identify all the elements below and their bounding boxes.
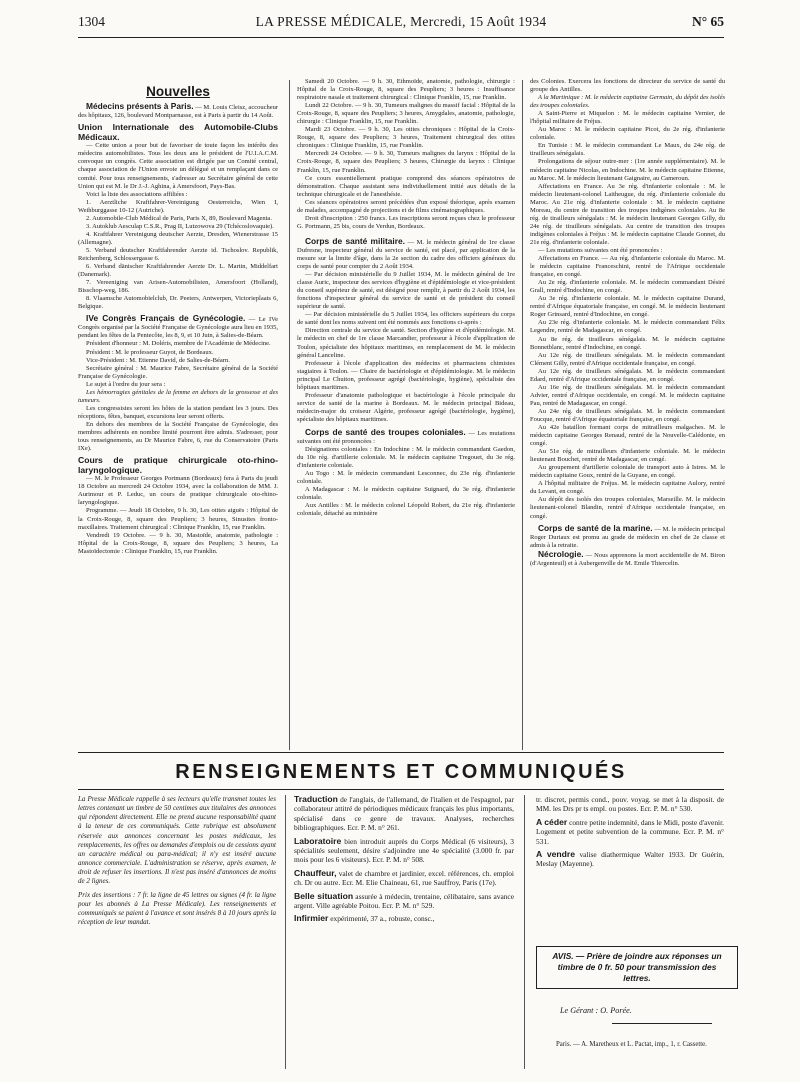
paragraph: Le sujet à l'ordre du jour sera :: [86, 380, 166, 388]
paragraph: Désignations coloniales : En Indochine : M. le médecin commandant Gaedon, du 10e rég. d'artillerie coloniale. M. le médecin capitaine Tregouet, du 3e rég. d'infanterie coloniale.: [297, 446, 515, 470]
ad-heading: Chauffeur,: [294, 867, 337, 878]
ad-text: tr. discret, permis cond., pouv. voyag. se met à la disposit. de MM. les Drs pr ts empl. ou postes. Ecr. P. M. n° 530.: [536, 795, 724, 814]
ad-text: assurée à médecin, trentaine, célibataire, sans avance argent. Ville agréable Poitou. Ecr. P. M. n° 529.: [294, 891, 514, 911]
paragraph: Ces séances opératoires seront précédées d'un exposé théorique, après examen de malades, accompagné de projections et de films cinématographiques.: [297, 198, 515, 214]
paragraph: Affectations en France. — Au rég. d'infanterie coloniale du Maroc. M. le médecin capitaine Franceschini, rentré de l'Afrique occidentale française, en congé.: [530, 255, 725, 279]
printer-imprint: Paris. — A. Maretheux et L. Pactat, imp., 1, r. Cassette.: [556, 1041, 707, 1048]
page-number: 1304: [78, 14, 105, 29]
paragraph: Mardi 23 Octobre. — 9 h. 30, Les otites chroniques : Hôpital de la Croix-Rouge, 8, square des Peupliers; 3 heures, Traitement chirurgical des otites chroniques : Clinique Franklin, 15, rue Franklin.: [297, 126, 515, 150]
ad-heading: Belle situation: [294, 890, 354, 901]
paragraph: Professeur à l'école d'application des médecins et pharmaciens chimistes stagiaires à Toulon. — Chaire de bactériologie et d'épidémiologie. M. le médecin principal Le Chuiton, professeur agrégé (bactériologie, hygiène), spécialiste des hôpitaux maritimes.: [297, 359, 515, 391]
paragraph: — Cette union a pour but de favoriser de toute façon les intérêts des médecins automobilistes. Tous les deux ans le président de l'U.I.A.C.M. convoque un congrès. Cette association est dirigée par un Comité central, chaque association de l'Union envoie un délégué et un remplaçant dans ce comité. Pour tous renseignements, s'adresser au Secrétaire général de cette Union qui est M. le Dr J.-J. Aghina, à Amersfoort, Pays-Bas.: [78, 142, 278, 190]
paragraph: Président d'honneur : M. Doléris, membre de l'Académie de Médecine.: [86, 340, 271, 348]
notice-paragraph: La Presse Médicale rappelle à ses lecteurs qu'elle transmet toutes les lettres contenant un timbre de 50 centimes aux titulaires des annonces qui répondent directement. Elle ne prend aucune responsabilité quant à la teneur de ces communiqués. Cette rubrique est absolument réservée aux annonces concernant les postes médicaux, les remplacements, les offres ou demandes d'emplois ou de cessions ayant un caractère médical ou para-médical; il n'y est inséré aucune annonce commerciale. L'administration se réserve, après examen, le droit de refuser les insertions. Il n'est pas inséré d'annonces de moins de 2 lignes.: [78, 795, 276, 886]
paragraph: A Madagascar : M. le médecin capitaine Suignard, du 3e rég. d'infanterie coloniale.: [297, 486, 515, 502]
headline-medecins: Médecins présents à Paris.: [86, 101, 194, 112]
paragraph: Voici la liste des associations affiliées :: [86, 190, 188, 198]
paragraph: — Nous apprenons la mort accidentelle de M. Biron (d'Argenteuil) et à Aubergenville de M. Emile Thiercelin.: [530, 551, 725, 567]
ads-column-middle: [294, 795, 514, 928]
paragraph: Ce cours essentiellement pratique comprend des séances opératoires de démonstration. Chaque assistant sera individuellement initié aux détails de la technique chirurgicale et de l'anesthésie.: [297, 174, 515, 198]
paragraph: En dehors des membres de la Société Française de Gynécologie, des membres adhérents en nombre limité pourront être admis. S'adresser, pour tous renseignements, au Dr Maurice Fabre, 6, rue du Conservatoire (Paris IXe).: [78, 420, 278, 453]
ad-heading: Laboratoire: [294, 835, 342, 846]
paragraph: Au 24e rég. de tirailleurs sénégalais. M. le médecin commandant Foucque, rentré d'Afrique équatoriale française, en congé.: [530, 407, 725, 423]
paragraph: Aux Antilles : M. le médecin colonel Léopold Robert, du 21e rég. d'infanterie coloniale, détaché au ministère: [297, 502, 515, 518]
list-item: 1. Aerztliche Kraftfahrer-Vereinigung Oesterreichs, Wien I, Weihburggasse 10-12 (Autriche).: [78, 198, 278, 214]
paragraph: Mercredi 24 Octobre. — 9 h. 30, Tumeurs malignes du larynx : Hôpital de la Croix-Rouge, 8, square des Peupliers; 3 heures, Chirurgie du larynx : Clinique Franklin, 15, rue Franklin.: [297, 150, 515, 174]
paragraph: — M. le médecin général de 1re classe Dufresne, inspecteur général du service de santé, est placé, par application de la mesure sur la limite d'âge, dans la 2e section du cadre des officiers généraux du corps de santé pour compter du 2 Août 1934.: [297, 238, 516, 271]
paragraph: Samedi 20 Octobre. — 9 h. 30, Ethmoïde, anatomie, pathologie, chirurgie : Hôpital de la Croix-Rouge, 8, square des Peupliers; 3 heures : Insuffisance respiratoire nasale et traitement chirurgical : Clinique Franklin, 15, rue Franklin.: [297, 78, 515, 102]
headline-necrologie: Nécrologie.: [538, 548, 584, 559]
classified-ad: [294, 795, 514, 833]
ad-heading: Infirmier: [294, 913, 329, 924]
paragraph: Programme. — Jeudi 18 Octobre, 9 h. 30, Les otites aiguës : Hôpital de la Croix-Rouge, 8, square des Peupliers; 3 heures, Sinusites fronto-maxillaires. Traitement chirurgical : Clinique Franklin, 15, rue Franklin.: [78, 507, 278, 531]
paragraph: Affectations en France. Au 3e rég. d'infanterie coloniale : M. le médecin lieutenant-colonel Laitheugue, du rég. d'infanterie coloniale du Maroc. Au 21e rég. d'infanterie coloniale : M. le médecin capitaine Moreau, du centre de transition des troupes indigènes coloniales. Au 8e rég. de tirailleurs sénégalais : M. le médecin lieutenant Georges Gilly, du 24e rég. de tirailleurs sénégalais. Au centre de transition des troupes indigènes coloniales à Fréjus : M. le médecin capitaine Claude Gonnet, du 21e rég. d'infanterie coloniale.: [530, 182, 725, 246]
paragraph: Au groupement d'artillerie coloniale de transport auto à Istres. M. le médecin capitaine Goux, rentré de la Guyane, en congé.: [530, 464, 725, 480]
paragraph: Au 42e bataillon formant corps de mitrailleurs malgaches. M. le médecin capitaine Georges Renaud, rentré de la Nouvelle-Calédonie, en congé.: [530, 424, 725, 448]
paragraph: Au 8e rég. de tirailleurs sénégalais. M. le médecin capitaine Bonnetblanc, rentré d'Indochine, en congé.: [530, 335, 725, 351]
column-divider: [522, 80, 523, 750]
ad-text: de l'anglais, de l'allemand, de l'italien et de l'espagnol, par collaborateur attitré de périodiques médicaux français les plus importants, spécialisé dans ce genre de travaux. Analyses, recherches bibliographiques. Ecr. P. M. n° 261.: [294, 795, 514, 833]
paragraph: Lundi 22 Octobre. — 9 h. 30, Tumeurs malignes du massif facial : Hôpital de la Croix-Rouge, 8, square des Peupliers; 3 heures, Amygdales, anatomie, pathologie, chirurgie : Clinique Franklin, 15, rue Franklin.: [297, 102, 515, 126]
classified-ad: [536, 795, 724, 814]
paragraph: — Les mutations suivantes ont été prononcées :: [297, 429, 516, 446]
signature-rule: [612, 1023, 712, 1024]
paragraph: Au Togo : M. le médecin commandant Lesconnec, du 23e rég. d'infanterie coloniale.: [297, 470, 515, 486]
headline-cours-orl: Cours de pratique chirurgicale oto-rhino-laryngologique.: [78, 455, 278, 475]
list-item: 2. Automobile-Club Médical de Paris, Paris X, 89, Boulevard Magenta.: [86, 214, 272, 222]
column-2: [297, 78, 515, 518]
headline-corps-militaire: Corps de santé militaire.: [305, 235, 406, 246]
avis-box: AVIS. — Prière de joindre aux réponses un timbre de 0 fr. 50 pour transmission des lettres.: [536, 946, 738, 989]
paragraph: des Colonies. Exercera les fonctions de directeur du service de santé du groupe des Antilles.: [530, 78, 725, 94]
column-divider: [285, 795, 286, 1069]
paragraph: Droit d'inscription : 250 francs. Les inscriptions seront reçues chez le professeur G. Portmann, 25 bis, cours de Verdun, Bordeaux.: [297, 214, 515, 230]
classified-ad: [294, 892, 514, 911]
column-1: [78, 84, 278, 556]
paragraph: A l'hôpital militaire de Fréjus. M. le médecin capitaine Aulory, rentré du Levant, en congé.: [530, 480, 725, 496]
paragraph: A la Martinique : M. le médecin capitaine Germain, du dépôt des isolés des troupes coloniales.: [530, 94, 725, 110]
list-item: 3. Autoklub Aesculap C.S.R., Prag II, Lutzowova 29 (Tchécoslovaquie).: [86, 222, 274, 230]
paragraph: Professeur d'anatomie pathologique et bactériologie à l'école principale du service de santé de la marine à Bordeaux. M. le médecin principal Bideau, médecin-major du croiseur Algérie, professeur agrégé (bactériologie, hygiène), spécialiste des hôpitaux maritimes.: [297, 391, 515, 423]
ad-heading: A céder: [536, 816, 568, 827]
paragraph: Les congressistes seront les hôtes de la station pendant les 3 jours. Des réceptions, fêtes, banquet, excursions leur seront offerts.: [78, 404, 278, 420]
paragraph: Prolongations de séjour outre-mer : (1re année supplémentaire). M. le médecin capitaine Nicolas, en Indochine. M. le médecin capitaine Etienne, au Maroc. M. le médecin lieutenant Gaignaire, au Cameroun.: [530, 158, 725, 182]
paragraph: Direction centrale du service de santé. Section d'hygiène et d'épidémiologie. M. le médecin en chef de 1re classe Marcandier, professeur à l'école d'application de Toulon, spécialiste des hôpitaux maritimes, en remplacement de M. le médecin général Lanceline.: [297, 327, 515, 359]
column-divider: [524, 795, 525, 1069]
issue-date: Mercredi, 15 Août 1934: [410, 14, 547, 29]
ad-text: contre petite indemnité, dans le Midi, poste d'avenir. Logement et petite subvention de la commune. Ecr. P. M. n° 531.: [536, 817, 724, 846]
journal-title: [78, 14, 724, 30]
issue-number: N° 65: [691, 14, 724, 29]
ad-text: valise diathermique Walter 1933. Dr Guérin, Meslay (Mayenne).: [536, 850, 724, 869]
classified-ad: [536, 818, 724, 846]
section-title-nouvelles: Nouvelles: [146, 84, 210, 99]
ads-notice: [78, 795, 276, 931]
list-item: 8. Vlaamsche Automobielclub, Dr. Peeters, Antwerpen, Victorieplaats 6, Belgique.: [78, 295, 278, 311]
headline-troupes-coloniales: Corps de santé des troupes coloniales.: [305, 426, 466, 437]
notice-prices: Prix des insertions : 7 fr. la ligne de 45 lettres ou signes (4 fr. la ligne pour les abonnés à La Presse Médicale). Les renseignements et communiqués se paient à l'avance et sont insérés 8 à 10 jours après la réception de leur mandat.: [78, 890, 276, 927]
paragraph: A Saint-Pierre et Miquelon : M. le médecin capitaine Vernier, de l'hôpital militaire de Fréjus.: [530, 110, 725, 126]
ad-text: bien introduit auprès du Corps Médical (6 visiteurs), 3 spécialités seulement, désire s'adjoindre une 4e spécialité (3.000 fr. par mois pour les 6 visiteurs). Ecr. P. M. n° 508.: [294, 836, 514, 865]
paragraph: Au 2e rég. d'infanterie coloniale. M. le médecin commandant Désiré Grall, rentré d'Indochine, en congé.: [530, 279, 725, 295]
paragraph: — Les mutations suivantes ont été prononcées :: [538, 246, 663, 254]
paragraph: Secrétaire général : M. Maurice Fabre, Secrétaire général de la Société Française de Gynécologie.: [78, 364, 278, 380]
list-item: 5. Verband deutscher Kraftfahrender Aerzte id. Tschoslov. Republik, Reichenberg, Schlossergasse 6.: [78, 246, 278, 262]
headline-marine: Corps de santé de la marine.: [538, 522, 653, 533]
paragraph: — M. le Professeur Georges Portmann (Bordeaux) fera à Paris du jeudi 18 Octobre au mercredi 24 Octobre 1934, avec la collaboration de MM. J. Aurimour et P. Leduc, un cours de pratique chirurgicale oto-rhino-laryngologique.: [78, 475, 278, 507]
gerant-signature: Le Gérant : O. Porée.: [560, 1006, 632, 1015]
header-rule: [78, 37, 724, 38]
paragraph: Au 3e rég. d'infanterie coloniale. M. le médecin capitaine Durand, rentré d'Afrique équatoriale française, en congé. M. le médecin lieutenant Roger Grinsard, rentré d'Indochine, en congé.: [530, 295, 725, 319]
classified-ad: [294, 914, 514, 923]
column-3: [530, 78, 725, 568]
headline-gynecologie: IVe Congrès Français de Gynécologie.: [86, 313, 246, 324]
paragraph: — Par décision ministérielle du 5 Juillet 1934, les officiers supérieurs du corps de santé dont les noms suivent ont été nommés aux fonctions ci-après :: [297, 311, 515, 327]
ad-heading: Traduction: [294, 794, 338, 804]
paragraph: Les hémorragies génitales de la femme en dehors de la grossesse et des tumeurs.: [78, 388, 278, 404]
paragraph: Au Maroc : M. le médecin capitaine Picot, du 2e rég. d'infanterie coloniale.: [530, 126, 725, 142]
paragraph: Au 12e rég. de tirailleurs sénégalais. M. le médecin commandant Edard, rentré d'Afrique occidentale française, en congé.: [530, 367, 725, 383]
ad-text: expérimenté, 37 a., robuste, consc.,: [330, 914, 435, 924]
paragraph: — Le IVe Congrès organisé par la Société Française de Gynécologie aura lieu en 1935, pendant les fêtes de la Pentecôte, les 8, 9, et 10 Juin, à Salies-de-Béarn.: [78, 316, 278, 340]
paragraph: Au 12e rég. de tirailleurs sénégalais. M. le médecin commandant Clément Gilly, rentré d'Afrique occidentale française, en congé.: [530, 351, 725, 367]
classified-ad: [294, 837, 514, 865]
ads-column-right: [536, 795, 724, 873]
banner-rule-top: [78, 752, 724, 753]
banner-renseignements: RENSEIGNEMENTS ET COMMUNIQUÉS: [175, 761, 627, 783]
paragraph: — Par décision ministérielle du 9 Juillet 1934, M. le médecin général de 1re classe Auric, inspecteur des services d'hygiène et d'épidémiologie et vice-président du conseil supérieur de santé, est désigné pour remplir, à partir du 2 Août 1934, les fonctions d'inspecteur général du service de santé et de président du conseil supérieur de santé.: [297, 271, 515, 311]
headline-automobile-clubs: Union Internationale des Automobile-Clubs Médicaux.: [78, 122, 278, 142]
running-header: [78, 14, 724, 36]
paragraph: En Tunisie : M. le médecin commandant Le Maux, du 24e rég. de tirailleurs sénégalais.: [530, 142, 725, 158]
paragraph: — M. le médecin principal Roger Duriaux est promu au grade de médecin en chef de 2e classe et admis à la retraite.: [530, 525, 726, 549]
paragraph: Président : M. le professeur Guyot, de Bordeaux.: [86, 348, 214, 356]
classified-ad: [294, 869, 514, 888]
classified-ad: [536, 850, 724, 869]
paragraph: — M. Louis Cleisz, accoucheur des hôpitaux, 126, boulevard Montparnasse, est à Paris à partir du 14 Août.: [78, 104, 279, 120]
ad-text: valet de chambre et jardinier, excel. références, ch. emploi ch. Dr ou autre. Ecr. M. Elie Chaineau, 61, rue Sauffroy, Paris (17e).: [294, 868, 514, 888]
paragraph: Au 16e rég. de tirailleurs sénégalais. M. le médecin commandant Advier, rentré d'Afrique occidentale, en congé. M. le médecin capitaine Pau, rentré de Madagascar, en congé.: [530, 383, 725, 407]
column-divider: [289, 80, 290, 750]
list-item: 7. Vereeniging van Arisen-Automobilisten, Amersfoort (Holland), Bisschop-weg, 186.: [78, 279, 278, 295]
paragraph: Vice-Président : M. Etienne David, de Salies-de-Béarn.: [86, 356, 230, 364]
paragraph: Au 23e rég. d'infanterie coloniale. M. le médecin commandant Félix Legendre, rentré de Madagascar, en congé.: [530, 319, 725, 335]
ad-heading: A vendre: [536, 849, 576, 860]
paragraph: Au 51e rég. de mitrailleurs d'infanterie coloniale. M. le médecin lieutenant Bouchet, rentré de Madagascar, en congé.: [530, 448, 725, 464]
paragraph: Au dépôt des isolés des troupes coloniales, Marseille. M. le médecin lieutenant-colonel Blandin, rentré d'Afrique occidentale française, en congé.: [530, 496, 725, 520]
paragraph: Vendredi 19 Octobre. — 9 h. 30, Mastoïde, anatomie, pathologie : Hôpital de la Croix-Rouge, 8, square des Peupliers; 3 heures, La Mastoïdectomie : Clinique Franklin, 15, rue Franklin.: [78, 531, 278, 555]
list-item: 6. Verband dänischer Kraftfahrender Aerzte Dr. L. Martin, Middelfart (Danemark).: [78, 263, 278, 279]
banner-rule-bottom: [78, 789, 724, 790]
journal-name: LA PRESSE MÉDICALE,: [255, 14, 407, 29]
list-item: 4. Kraftfahrer Vereinigung deutscher Aerzte, Dresden, Wienerstrasse 15 (Allemagne).: [78, 230, 278, 246]
